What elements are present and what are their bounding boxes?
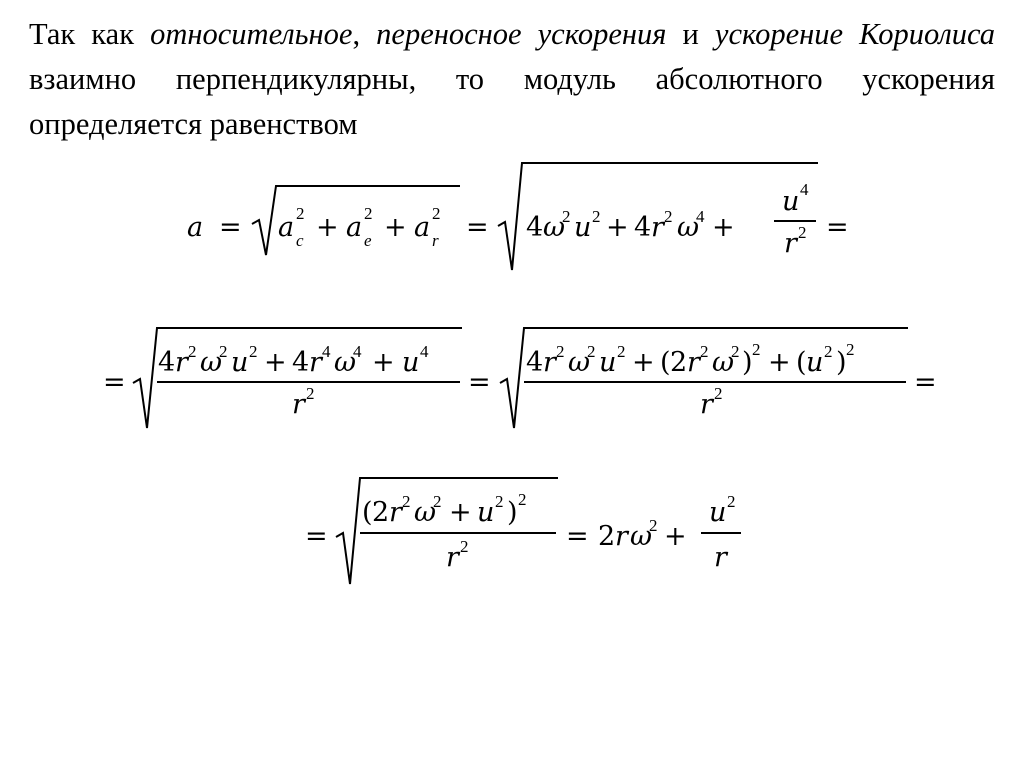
symbol-omega: ω xyxy=(414,497,437,528)
plus-sign: + xyxy=(449,497,472,528)
symbol-r: r xyxy=(651,212,664,243)
exponent: 4 xyxy=(322,342,331,361)
exponent: 2 xyxy=(518,490,527,509)
exponent: 2 xyxy=(188,342,197,361)
symbol-u: u xyxy=(599,347,617,378)
symbol-u: u xyxy=(806,347,824,378)
symbol-u: u xyxy=(782,186,800,217)
exponent: 2 xyxy=(249,342,258,361)
symbol-omega: ω xyxy=(677,212,700,243)
exponent: 4 xyxy=(420,342,429,361)
exponent: 2 xyxy=(433,492,442,511)
symbol-r: r xyxy=(714,542,727,573)
exponent: 2 xyxy=(727,492,736,511)
symbol-omega: ω xyxy=(543,212,566,243)
exponent: 2 xyxy=(460,537,469,556)
symbol-r: r xyxy=(389,497,402,528)
plus-sign: + xyxy=(664,521,687,552)
symbol-u: u xyxy=(402,347,420,378)
plus-sign: + xyxy=(384,212,407,243)
subscript-c: c xyxy=(296,231,304,250)
exponent: 2 xyxy=(714,384,723,403)
coefficient: 4 xyxy=(292,347,310,378)
symbol-u: u xyxy=(477,497,495,528)
coefficient: 4 xyxy=(526,347,544,378)
symbol-r: r xyxy=(446,542,459,573)
term-transport: переносное ускорения xyxy=(376,17,667,51)
symbol-omega: ω xyxy=(200,347,223,378)
symbol-a: a xyxy=(414,212,431,243)
exponent: 2 xyxy=(592,207,601,226)
plus-sign: + xyxy=(606,212,629,243)
exponent: 2 xyxy=(219,342,228,361)
exponent: 2 xyxy=(402,492,411,511)
exponent: 2 xyxy=(752,340,761,359)
plus-sign: + xyxy=(264,347,287,378)
exponent: 4 xyxy=(696,207,705,226)
symbol-u: u xyxy=(709,497,727,528)
intro-text-3: и xyxy=(666,17,715,51)
exponent: 2 xyxy=(731,342,740,361)
symbol-r: r xyxy=(784,228,797,259)
coefficient: 4 xyxy=(634,212,652,243)
equals-sign: = xyxy=(826,212,849,243)
right-paren: ) xyxy=(507,497,518,528)
term-coriolis: ускорение Кориолиса xyxy=(714,17,995,51)
symbol-omega: ω xyxy=(712,347,735,378)
exponent: 2 xyxy=(296,204,305,223)
symbol-a: a xyxy=(346,212,363,243)
intro-text-1: Так как xyxy=(29,17,151,51)
plus-sign: + xyxy=(372,347,395,378)
intro-text-2: , xyxy=(352,17,377,51)
exponent: 2 xyxy=(495,492,504,511)
lhs-a: a xyxy=(187,212,204,243)
exponent: 2 xyxy=(649,516,658,535)
exponent: 2 xyxy=(846,340,855,359)
exponent: 2 xyxy=(432,204,441,223)
equals-sign: = xyxy=(566,521,589,552)
equals-sign: = xyxy=(468,367,491,398)
symbol-r: r xyxy=(543,347,556,378)
coefficient: 2 xyxy=(670,347,688,378)
left-paren: ( xyxy=(660,347,671,378)
equation-line-1 xyxy=(187,163,849,270)
exponent: 2 xyxy=(562,207,571,226)
symbol-omega: ω xyxy=(568,347,591,378)
symbol-r: r xyxy=(700,389,713,420)
equation-line-3 xyxy=(305,478,741,584)
term-relative: относительное xyxy=(150,17,353,51)
right-paren: ) xyxy=(742,347,753,378)
left-paren: ( xyxy=(362,497,373,528)
equals-sign: = xyxy=(219,212,242,243)
plus-sign: + xyxy=(632,347,655,378)
symbol-r: r xyxy=(309,347,322,378)
equals-sign: = xyxy=(466,212,489,243)
exponent: 2 xyxy=(587,342,596,361)
symbol-omega: ω xyxy=(630,521,653,552)
exponent: 2 xyxy=(364,204,373,223)
right-paren: ) xyxy=(836,347,847,378)
symbol-u: u xyxy=(231,347,249,378)
exponent: 4 xyxy=(800,180,809,199)
plus-sign: + xyxy=(712,212,735,243)
symbol-u: u xyxy=(574,212,592,243)
equals-sign: = xyxy=(103,367,126,398)
symbol-r: r xyxy=(687,347,700,378)
equation-line-2 xyxy=(103,328,937,428)
exponent: 4 xyxy=(353,342,362,361)
coefficient: 2 xyxy=(598,521,616,552)
coefficient: 4 xyxy=(526,212,544,243)
equals-sign: = xyxy=(914,367,937,398)
coefficient: 4 xyxy=(158,347,176,378)
subscript-r: r xyxy=(432,231,439,250)
symbol-r: r xyxy=(615,521,628,552)
intro-text-4: взаимно перпендикулярны, то модуль абсолютного ускорения определяется равенством xyxy=(29,62,995,141)
exponent: 2 xyxy=(556,342,565,361)
exponent: 2 xyxy=(306,384,315,403)
left-paren: ( xyxy=(796,347,807,378)
exponent: 2 xyxy=(700,342,709,361)
coefficient: 2 xyxy=(372,497,390,528)
exponent: 2 xyxy=(664,207,673,226)
symbol-r: r xyxy=(292,389,305,420)
exponent: 2 xyxy=(824,342,833,361)
subscript-e: e xyxy=(364,231,372,250)
symbol-r: r xyxy=(175,347,188,378)
symbol-a: a xyxy=(278,212,295,243)
plus-sign: + xyxy=(316,212,339,243)
plus-sign: + xyxy=(768,347,791,378)
exponent: 2 xyxy=(617,342,626,361)
equals-sign: = xyxy=(305,521,328,552)
exponent: 2 xyxy=(798,223,807,242)
symbol-omega: ω xyxy=(334,347,357,378)
